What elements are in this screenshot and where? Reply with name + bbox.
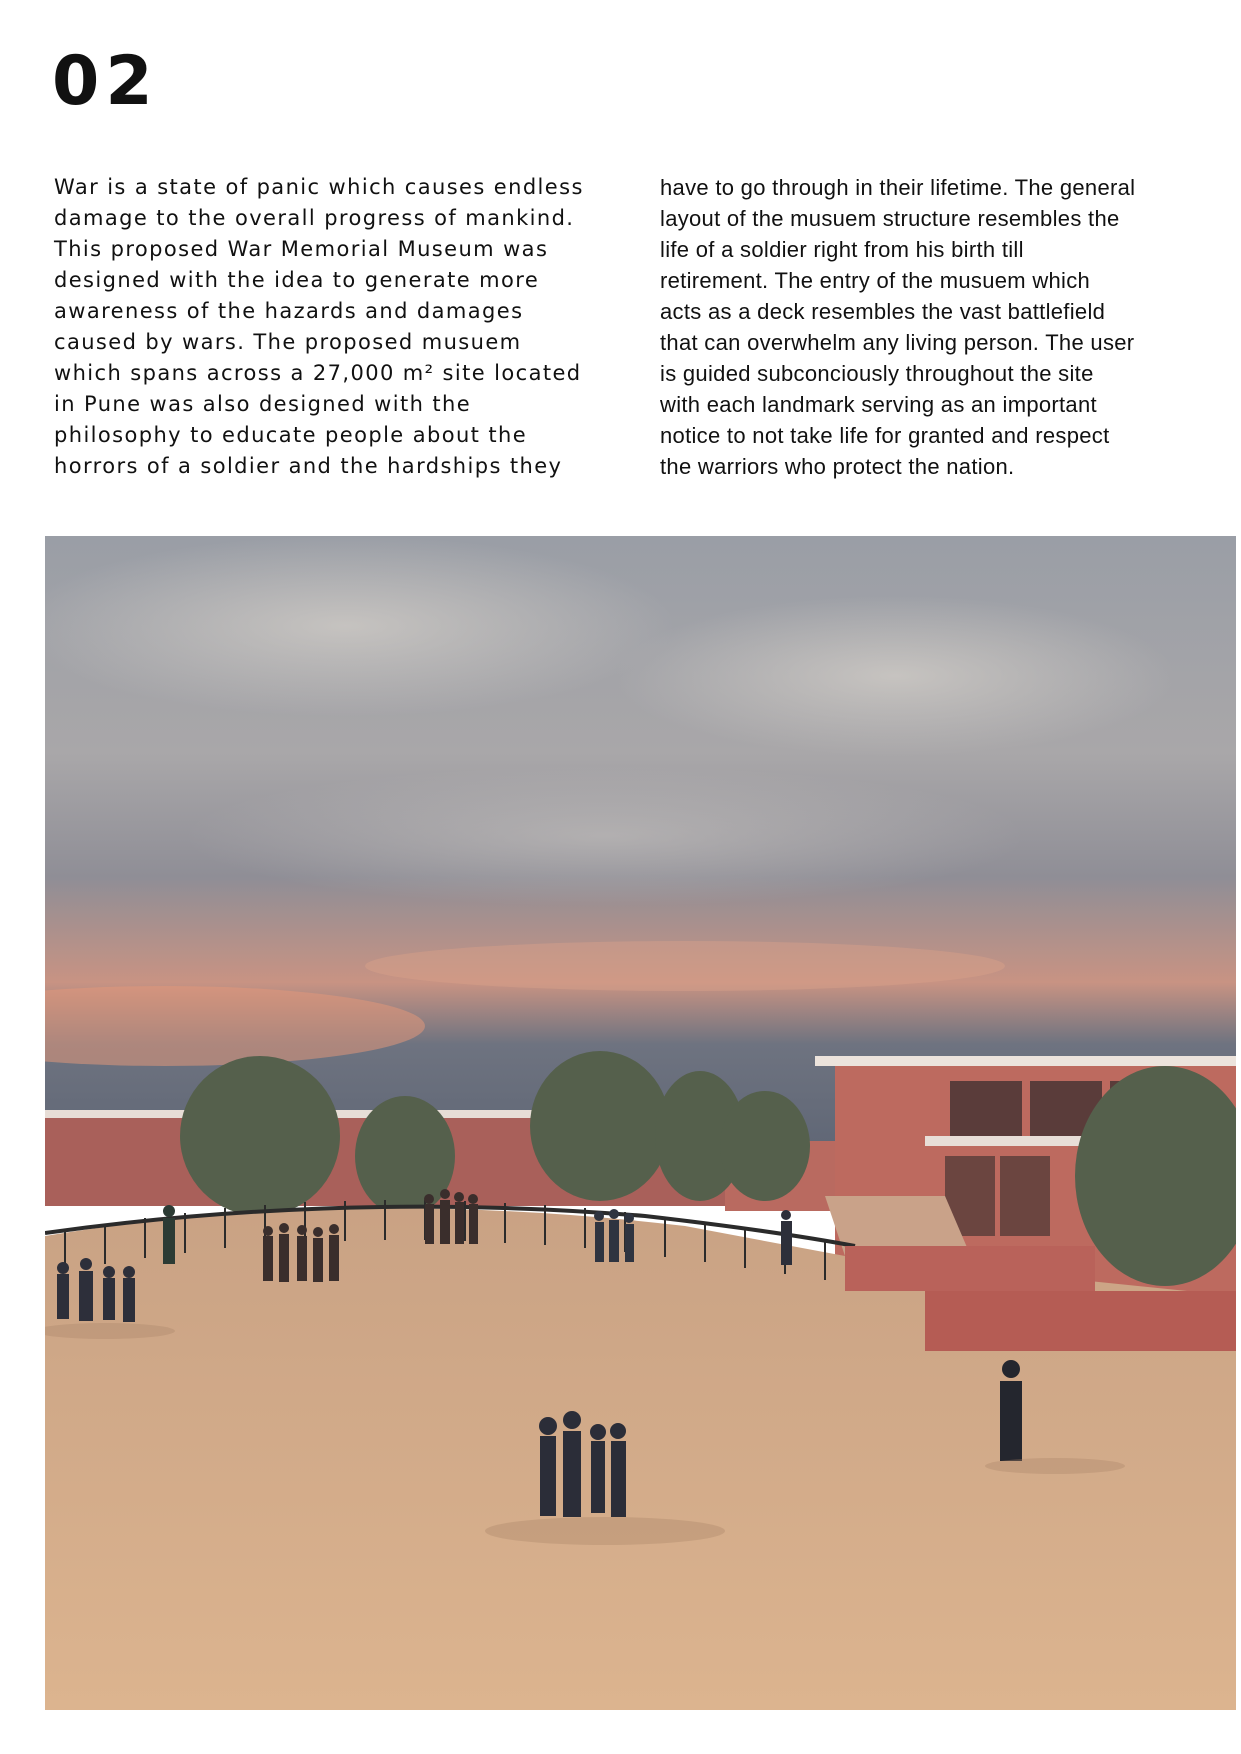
red-wall [845,1246,1095,1291]
text-line: notice to not take life for granted and respect [660,423,1110,448]
cloud [45,536,675,716]
red-wall [925,1291,1236,1351]
text-line: philosophy to educate people about the [54,423,528,447]
text-column-right [660,172,1190,482]
text-line: damage to the overall progress of mankind. [54,206,575,230]
text-line: War is a state of panic which causes endless [54,175,584,199]
text-line: have to go through in their lifetime. The general [660,175,1136,200]
text-line: horrors of a soldier and the hardships they [54,454,563,478]
text-line: retirement. The entry of the musuem which [660,268,1091,293]
cloud [185,766,1025,906]
museum-render-image [45,536,1236,1710]
person [163,1205,175,1264]
text-column-left [54,172,584,482]
sunset-glow [365,941,1005,991]
text-line: layout of the musuem structure resembles the [660,206,1120,231]
text-line: with each landmark serving as an important [660,392,1097,417]
text-line: caused by wars. The proposed musuem [54,330,522,354]
text-line: life of a soldier right from his birth till [660,237,1024,262]
text-line: in Pune was also designed with the [54,392,472,416]
building-right-roof [815,1056,1236,1066]
text-line: designed with the idea to generate more [54,268,540,292]
building-window [1000,1156,1050,1236]
text-line: which spans across a 27,000 m² site located [54,361,582,385]
page-number: 02 [52,42,159,121]
text-line: the warriors who protect the nation. [660,454,1015,479]
text-line: awareness of the hazards and damages [54,299,524,323]
person [781,1210,792,1265]
cloud [615,596,1175,756]
building-window [950,1081,1022,1136]
text-line: acts as a deck resembles the vast battlefield [660,299,1106,324]
text-line: This proposed War Memorial Museum was [54,237,549,261]
text-line: that can overwhelm any living person. The user [660,330,1135,355]
people-group [594,1209,634,1262]
text-line: is guided subconciously throughout the site [660,361,1094,386]
